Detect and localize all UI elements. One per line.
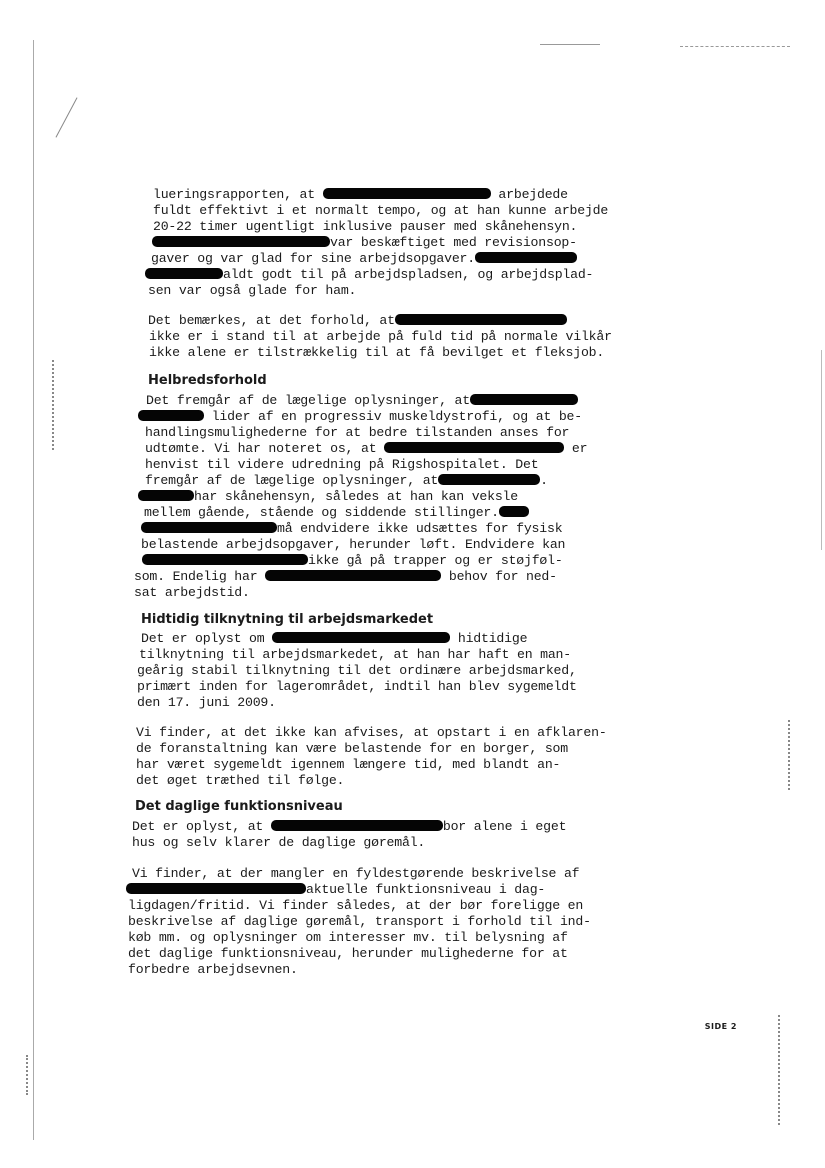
heading-helbredsforhold: Helbredsforhold <box>148 373 267 388</box>
text-segment: henvist til videre udredning på Rigshospitalet. Det <box>145 457 539 472</box>
text-segment: sat arbejdstid. <box>134 585 250 600</box>
redaction-bar <box>438 474 540 485</box>
text-segment: Det er oplyst, at <box>132 819 271 834</box>
text-line <box>128 898 583 914</box>
scan-dots-right-2 <box>778 1015 780 1125</box>
redaction-bar <box>475 252 577 263</box>
scan-mark-top <box>540 44 600 45</box>
text-segment: 20-22 timer ugentligt inklusive pauser med skånehensyn. <box>153 219 578 234</box>
text-line <box>153 203 608 219</box>
page-number: SIDE 2 <box>704 1022 737 1031</box>
text-line <box>149 345 604 361</box>
heading-hidtidig-tilknytning: Hidtidig tilknytning til arbejdsmarkedet <box>141 612 434 627</box>
text-segment: den 17. juni 2009. <box>137 695 276 710</box>
text-segment: Det fremgår af de lægelige oplysninger, at <box>146 393 470 408</box>
redaction-bar <box>145 268 223 279</box>
scan-dots-left-2 <box>26 1055 28 1095</box>
text-line <box>136 741 568 757</box>
text-line <box>128 914 591 930</box>
redaction-bar <box>323 188 491 199</box>
text-segment: ikke gå på trapper og er støjføl- <box>308 553 563 568</box>
redaction-bar <box>470 394 578 405</box>
text-line <box>132 819 566 835</box>
scan-dots-right <box>788 720 790 790</box>
text-line <box>152 235 577 251</box>
text-line <box>136 773 344 789</box>
text-line <box>142 553 563 569</box>
text-segment: må endvidere ikke udsættes for fysisk <box>277 521 563 536</box>
text-segment: aldt godt til på arbejdspladsen, og arbejdsplad- <box>223 267 594 282</box>
text-segment: bor alene i eget <box>442 819 567 834</box>
text-segment: arbejdede <box>490 187 568 202</box>
text-segment: aktuelle funktionsniveau i dag- <box>306 882 546 897</box>
text-line <box>145 457 538 473</box>
text-line <box>138 489 518 505</box>
text-line <box>149 329 612 345</box>
text-line <box>145 425 569 441</box>
text-line <box>128 962 298 978</box>
text-line <box>153 187 568 203</box>
scan-dots-left <box>52 360 54 450</box>
text-segment: de foranstaltning kan være belastende for en borger, som <box>136 741 568 756</box>
text-segment: beskrivelse af daglige gøremål, transport i forhold til ind- <box>128 914 591 929</box>
text-segment: ligdagen/fritid. Vi finder således, at der bør foreligge en <box>128 898 584 913</box>
text-segment: gaver og var glad for sine arbejdsopgaver. <box>151 251 475 266</box>
text-segment: handlingsmulighederne for at bedre tilstanden anses for <box>145 425 570 440</box>
text-segment: køb mm. og oplysninger om interesser mv. til belysning af <box>128 930 568 945</box>
text-segment: forbedre arbejdsevnen. <box>128 962 298 977</box>
text-line <box>137 679 577 695</box>
text-segment: hidtidige <box>450 631 528 646</box>
redaction-bar <box>384 442 564 453</box>
text-segment: geårig stabil tilknytning til det ordinære arbejdsmarked, <box>137 663 577 678</box>
scan-mark <box>55 97 77 137</box>
text-line <box>153 219 577 235</box>
text-line <box>137 663 577 679</box>
text-segment: behov for ned- <box>441 569 557 584</box>
text-line <box>138 409 582 425</box>
text-segment: har skånehensyn, således at han kan veksle <box>194 489 518 504</box>
text-segment: har været sygemeldt igennem længere tid, med blandt an- <box>136 757 561 772</box>
redaction-bar <box>499 506 529 517</box>
redaction-bar <box>395 314 567 325</box>
redaction-bar <box>138 490 194 501</box>
redaction-bar <box>142 554 308 565</box>
text-segment: Det er oplyst om <box>141 631 273 646</box>
text-line <box>137 695 276 711</box>
scan-mark-top-2 <box>680 46 790 47</box>
text-segment: var beskæftiget med revisionsop- <box>330 235 577 250</box>
text-line <box>136 725 607 741</box>
text-line <box>134 585 250 601</box>
scan-edge-right <box>821 350 822 550</box>
text-segment: det daglige funktionsniveau, herunder mulighederne for at <box>128 946 568 961</box>
text-segment: belastende arbejdsopgaver, herunder løft. Endvidere kan <box>141 537 566 552</box>
text-line <box>145 441 587 457</box>
text-segment: Vi finder, at det ikke kan afvises, at opstart i en afklaren- <box>136 725 607 740</box>
text-line <box>132 866 579 882</box>
text-segment: sen var også glade for ham. <box>148 283 357 298</box>
text-line <box>128 930 568 946</box>
text-line <box>136 757 560 773</box>
redaction-bar <box>126 883 306 894</box>
text-line <box>146 393 578 409</box>
text-segment: udtømte. Vi har noteret os, at <box>145 441 385 456</box>
text-line <box>145 473 548 489</box>
text-line <box>126 882 545 898</box>
text-line <box>139 647 571 663</box>
text-line <box>132 835 425 851</box>
text-segment: Vi finder, at der mangler en fyldestgørende beskrivelse af <box>132 866 580 881</box>
text-segment: mellem gående, stående og siddende stillinger. <box>144 505 499 520</box>
text-line <box>145 267 593 283</box>
redaction-bar <box>271 820 443 831</box>
text-line <box>148 283 356 299</box>
redaction-bar <box>141 522 277 533</box>
text-segment: . <box>540 473 548 488</box>
text-segment: primært inden for lagerområdet, indtil han blev sygemeldt <box>137 679 577 694</box>
text-line <box>144 505 529 521</box>
text-segment: ikke er i stand til at arbejde på fuld tid på normale vilkår <box>149 329 612 344</box>
text-line <box>128 946 568 962</box>
text-segment: fuldt effektivt i et normalt tempo, og at han kunne arbejde <box>153 203 609 218</box>
text-segment: Det bemærkes, at det forhold, at <box>148 313 395 328</box>
text-line <box>141 631 527 647</box>
text-line <box>151 251 577 267</box>
redaction-bar <box>138 410 204 421</box>
text-segment: hus og selv klarer de daglige gøremål. <box>132 835 426 850</box>
text-line <box>141 521 562 537</box>
text-segment: lueringsrapporten, at <box>153 187 323 202</box>
text-line <box>134 569 557 585</box>
redaction-bar <box>265 570 441 581</box>
redaction-bar <box>272 632 450 643</box>
text-line <box>141 537 565 553</box>
text-segment: er <box>564 441 588 456</box>
text-segment: det øget træthed til følge. <box>136 773 345 788</box>
text-segment: som. Endelig har <box>134 569 266 584</box>
redaction-bar <box>152 236 330 247</box>
text-segment: lider af en progressiv muskeldystrofi, og at be- <box>204 409 582 424</box>
text-segment: fremgår af de lægelige oplysninger, at <box>145 473 439 488</box>
scan-edge-line <box>33 40 34 1140</box>
text-segment: ikke alene er tilstrækkelig til at få bevilget et fleksjob. <box>149 345 605 360</box>
text-line <box>148 313 567 329</box>
heading-daglige-funktionsniveau: Det daglige funktionsniveau <box>135 799 343 814</box>
text-segment: tilknytning til arbejdsmarkedet, at han har haft en man- <box>139 647 571 662</box>
